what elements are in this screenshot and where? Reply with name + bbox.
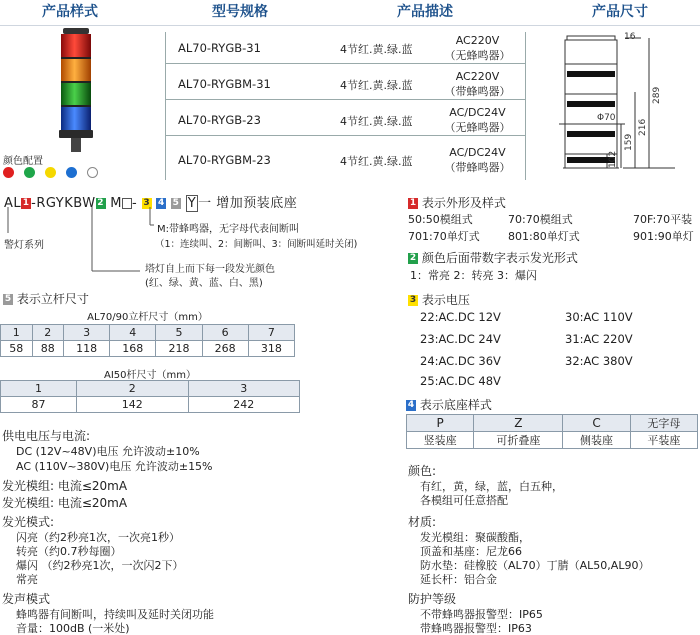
model-code: AL70-RYGB-31 xyxy=(178,41,261,55)
power-title: 供电电压与电流: xyxy=(2,429,91,443)
voltage-item: 31:AC 220V xyxy=(565,332,633,346)
model-row xyxy=(165,68,525,100)
sec2-badge: 2 xyxy=(409,253,417,263)
color-dot-green xyxy=(24,167,35,178)
model-voltage: AC/DC24V （带蜂鸣器） xyxy=(444,146,511,174)
light-form-list: 1：常亮 2：转亮 3：爆闪 xyxy=(410,269,537,282)
sec4-badge: 4 xyxy=(407,400,415,410)
sound-volume: 音量：100dB (一米处) xyxy=(16,622,130,635)
sec3-title: 3 表示电压 xyxy=(409,293,470,307)
sec5-title: 5 表示立杆尺寸 xyxy=(4,292,89,306)
protection-line1: 不带蜂鸣器报警型：IP65 xyxy=(420,608,543,621)
shape-item: 50:50模组式 xyxy=(408,213,473,226)
sound-mode-desc: 蜂鸣器有间断叫，持续叫及延时关闭功能 xyxy=(16,608,214,621)
order-code: AL 1 -RGYKBW 2 M - 3 4 5 Y 一 增加预装底座 xyxy=(4,196,298,211)
color-dot-white xyxy=(87,167,98,178)
model-row xyxy=(165,104,525,136)
color-note-2: (红、绿、黄、蓝、白、黑) xyxy=(145,278,263,289)
model-code: AL70-RYGBM-31 xyxy=(178,77,271,91)
shape-item: 70F:70平装 xyxy=(633,213,693,226)
color-dot-yellow xyxy=(45,167,56,178)
pole-table-al70: 1 2 3 4 5 6 7 58 88 118 168 218 268 318 xyxy=(0,324,295,357)
shape-item: 70:70模组式 xyxy=(508,213,573,226)
color-config-label: 颜色配置 xyxy=(3,156,43,167)
material-line4: 延长杆：铝合金 xyxy=(420,573,497,586)
header-model-spec: 型号规格 xyxy=(212,4,268,20)
protection-line2: 带蜂鸣器报警型：IP63 xyxy=(420,622,532,635)
sec1-badge: 1 xyxy=(409,198,417,208)
light-mode-flash: 闪亮（约2秒亮1次，一次亮1秒） xyxy=(16,531,180,544)
tower-light-image xyxy=(55,28,97,156)
light-mode-title: 发光模式: xyxy=(2,515,55,529)
header-divider xyxy=(0,25,700,26)
model-voltage: AC/DC24V （无蜂鸣器） xyxy=(444,106,511,134)
power-dc: DC (12V~48V)电压 允许波动±10% xyxy=(16,445,200,458)
shape-item: 901:90单灯 xyxy=(633,230,694,243)
colors-line1: 有红，黄，绿，蓝，白五种， xyxy=(420,480,563,493)
dim-216-label: 216 xyxy=(638,118,648,136)
pole-table1-caption: AL70/90立杆尺寸（mm） xyxy=(87,312,208,323)
color-dot-red xyxy=(3,167,14,178)
light-mode-rotate: 转亮（约0.7秒每圈） xyxy=(16,545,122,558)
buzzer-note-2: （1：连续叫、2：间断叫、3：间断叫延时关闭) xyxy=(155,239,358,250)
material-line3: 防水垫：硅橡胶（AL70）丁腈（AL50,AL90） xyxy=(420,559,650,572)
code-badge-1: 1 xyxy=(22,198,30,208)
color-note-1: 塔灯自上而下每一段发光颜色 xyxy=(145,264,275,275)
dim-159-label: 159 xyxy=(624,133,634,151)
sec3-badge: 3 xyxy=(409,295,417,305)
model-desc: 4节红.黄.绿.蓝 xyxy=(340,155,413,168)
light-mode-strobe: 爆闪 （约2秒亮1次，一次闪2下） xyxy=(16,559,184,572)
base-style-table: P Z C 无字母 竖装座 可折叠座 侧装座 平装座 xyxy=(406,414,698,449)
material-title: 材质: xyxy=(408,515,437,529)
model-row xyxy=(165,32,525,64)
protection-title: 防护等级 xyxy=(408,592,457,606)
header-product-style: 产品样式 xyxy=(42,4,98,20)
model-desc: 4节红.黄.绿.蓝 xyxy=(340,115,413,128)
model-code: AL70-RYGB-23 xyxy=(178,113,261,127)
model-code: AL70-RYGBM-23 xyxy=(178,153,271,167)
code-badge-3: 3 xyxy=(143,198,151,208)
model-voltage: AC220V （无蜂鸣器） xyxy=(444,34,511,62)
series-label: 警灯系列 xyxy=(4,240,44,251)
model-voltage: AC220V （带蜂鸣器） xyxy=(444,70,511,98)
voltage-item: 30:AC 110V xyxy=(565,310,633,324)
colors-line2: 各模组可任意搭配 xyxy=(420,494,508,507)
sound-mode-title: 发声模式 xyxy=(2,592,51,606)
model-row xyxy=(165,144,525,176)
dim-16-label: 16 xyxy=(624,32,636,42)
sec2-title: 2 颜色后面带数字表示发光形式 xyxy=(409,251,578,265)
code-badge-4: 4 xyxy=(158,198,165,208)
code-badge-2: 2 xyxy=(97,198,104,208)
voltage-item: 32:AC 380V xyxy=(565,354,633,368)
sec4-title: 4 表示底座样式 xyxy=(407,398,492,412)
buzzer-note-1: M:带蜂鸣器，无字母代表间断叫 xyxy=(157,224,299,235)
buzzer-current: 发光模组: 电流≤20mA xyxy=(2,496,128,510)
led-current: 发光模组: 电流≤20mA xyxy=(2,479,128,493)
dim-289-label: 289 xyxy=(652,86,662,104)
dimension-drawing xyxy=(545,28,695,178)
sec5-badge: 5 xyxy=(4,294,12,304)
voltage-item: 25:AC.DC 48V xyxy=(420,374,501,388)
dim-phi70-label: Φ70 xyxy=(597,113,616,123)
shape-item: 701:70单灯式 xyxy=(408,230,480,243)
colors-title: 颜色: xyxy=(408,464,437,478)
header-description: 产品描述 xyxy=(397,4,453,20)
power-ac: AC (110V~380V)电压 允许波动±15% xyxy=(16,460,213,473)
model-desc: 4节红.黄.绿.蓝 xyxy=(340,79,413,92)
dim-102-label: 102 xyxy=(608,150,618,168)
material-line1: 发光模组：聚碳酸酯， xyxy=(420,531,530,544)
pole-table-al50: 1 2 3 87 142 242 xyxy=(0,380,300,413)
voltage-item: 22:AC.DC 12V xyxy=(420,310,501,324)
voltage-item: 24:AC.DC 36V xyxy=(420,354,501,368)
sec1-title: 1 表示外形及样式 xyxy=(409,196,506,210)
shape-item: 801:80单灯式 xyxy=(508,230,580,243)
voltage-item: 23:AC.DC 24V xyxy=(420,332,501,346)
light-mode-steady: 常亮 xyxy=(16,573,38,586)
color-dot-blue xyxy=(66,167,77,178)
material-line2: 顶盖和基座：尼龙66 xyxy=(420,545,522,558)
header-dimensions: 产品尺寸 xyxy=(592,4,648,20)
pole-table2-caption: AI50杆尺寸（mm） xyxy=(104,370,196,381)
table-right-border xyxy=(525,32,526,180)
code-badge-5: 5 xyxy=(172,198,180,208)
model-desc: 4节红.黄.绿.蓝 xyxy=(340,43,413,56)
